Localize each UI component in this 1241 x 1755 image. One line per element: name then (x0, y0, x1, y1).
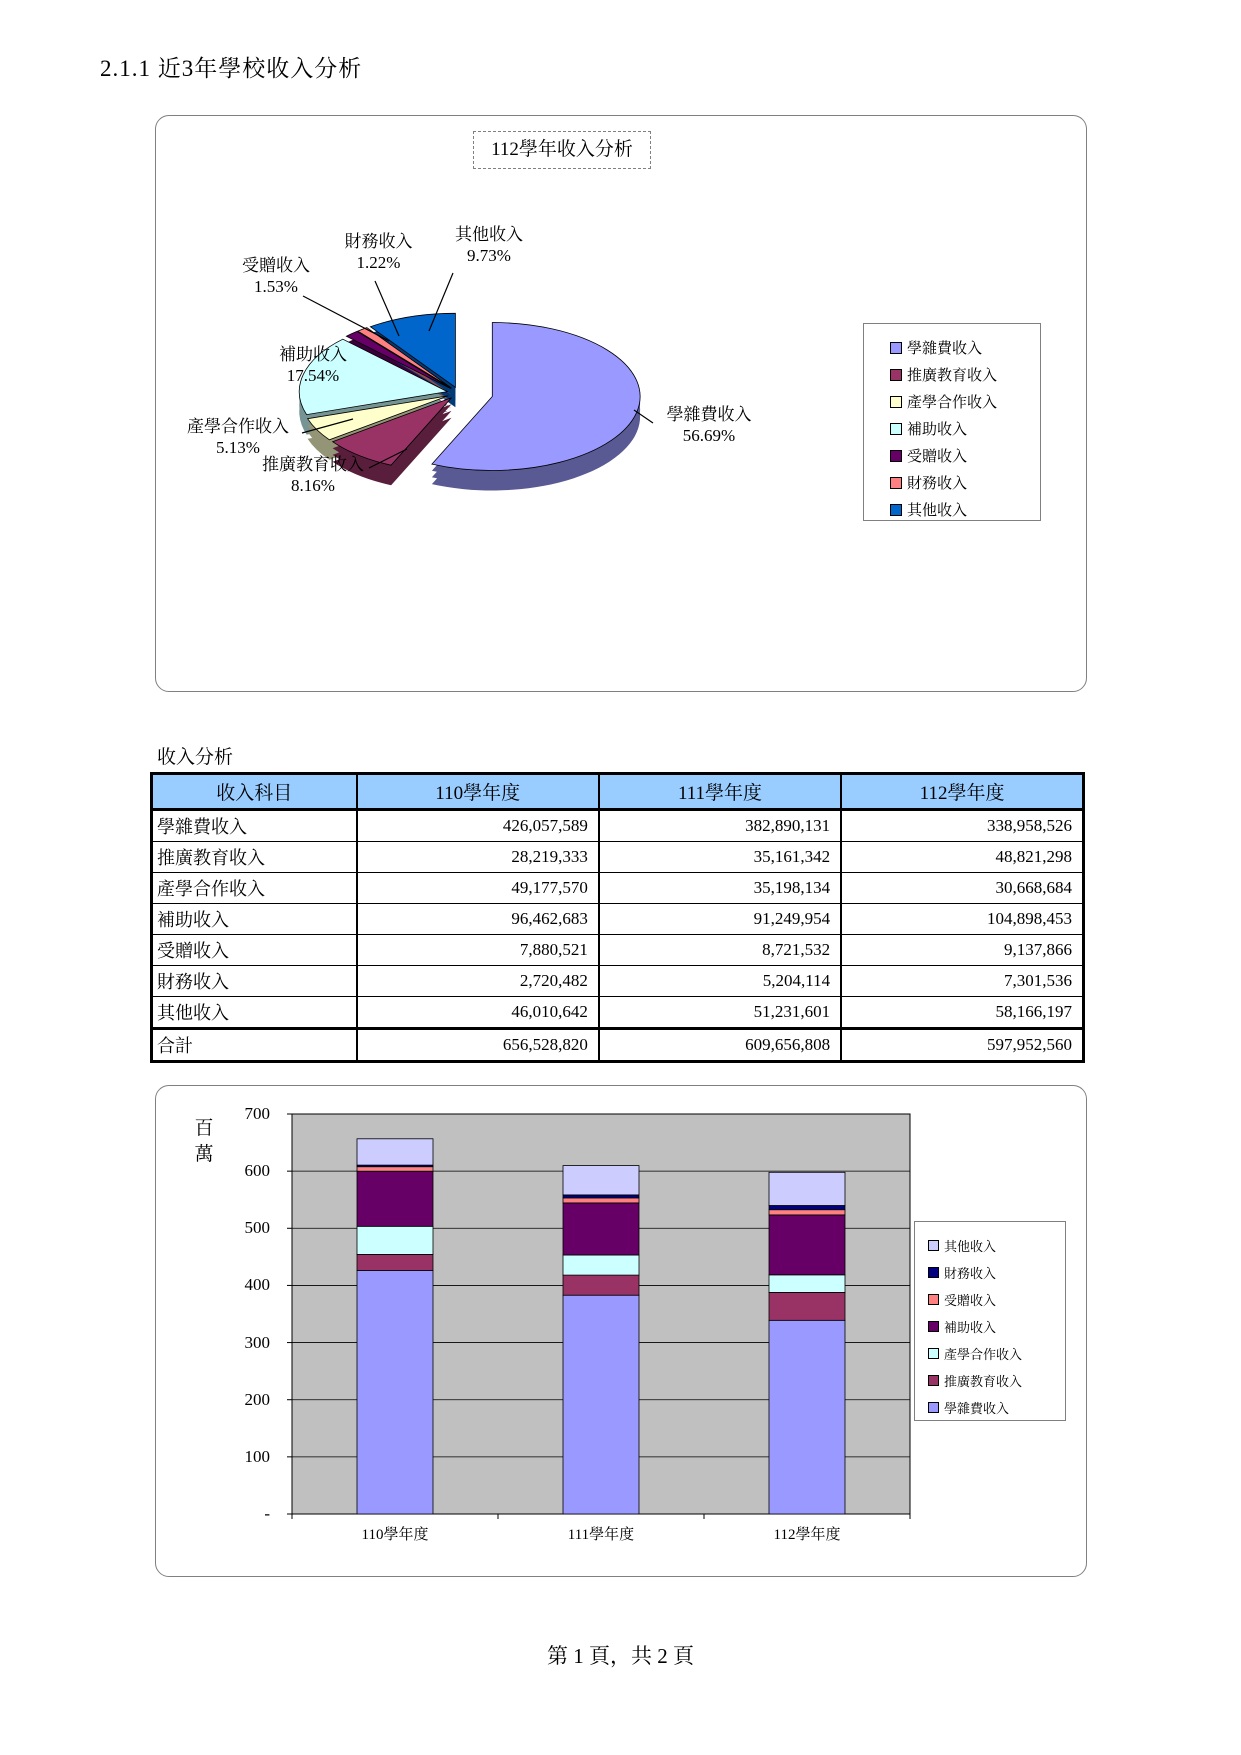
table-caption: 收入分析 (157, 747, 234, 768)
row-label-cell: 受贈收入 (152, 935, 357, 966)
legend-label: 財務收入 (944, 1266, 997, 1281)
table-header-cell: 111學年度 (599, 774, 841, 810)
y-tick-label: 500 (244, 1218, 270, 1238)
value-cell: 9,137,866 (841, 935, 1083, 966)
y-tick-label: - (264, 1504, 270, 1523)
bar-segment (357, 1171, 433, 1226)
legend-label: 其他收入 (907, 503, 968, 519)
bar-segment (769, 1206, 845, 1210)
income-table-body (152, 810, 1084, 1062)
table-row (152, 873, 1084, 904)
pie-label-finance: 財務收入 1.22% (344, 232, 413, 272)
value-cell: 46,010,642 (357, 997, 599, 1029)
bar-segment (769, 1210, 845, 1215)
pie-label-donation: 受贈收入 1.53% (242, 256, 310, 296)
legend-item (890, 469, 1040, 496)
x-tick-label: 111學年度 (567, 1527, 635, 1543)
legend-swatch-icon (890, 477, 902, 489)
legend-label: 補助收入 (944, 1320, 997, 1335)
bar-segment (563, 1195, 639, 1198)
legend-swatch-icon (928, 1375, 939, 1386)
value-cell: 51,231,601 (599, 997, 841, 1029)
y-tick-label: 200 (244, 1389, 270, 1409)
value-cell: 91,249,954 (599, 904, 841, 935)
value-cell: 58,166,197 (841, 997, 1083, 1029)
legend-item (928, 1313, 1065, 1340)
legend-swatch-icon (928, 1402, 939, 1413)
legend-item (928, 1286, 1065, 1313)
pie-chart-panel (155, 115, 1087, 692)
pie-legend (863, 323, 1041, 521)
table-row (152, 842, 1084, 873)
legend-item (890, 361, 1040, 388)
legend-swatch-icon (928, 1267, 939, 1278)
value-cell: 35,198,134 (599, 873, 841, 904)
y-tick-label: 400 (244, 1275, 270, 1295)
legend-label: 補助收入 (907, 422, 968, 438)
legend-swatch-icon (890, 396, 902, 408)
value-cell: 28,219,333 (357, 842, 599, 873)
table-row (152, 904, 1084, 935)
legend-swatch-icon (928, 1348, 939, 1359)
table-row (152, 966, 1084, 997)
bar-segment (357, 1271, 433, 1515)
bar-segment (563, 1295, 639, 1514)
legend-swatch-icon (890, 504, 902, 516)
x-tick-label: 112學年度 (773, 1527, 841, 1543)
bar-segment (769, 1292, 845, 1320)
legend-label: 受贈收入 (907, 449, 968, 465)
legend-swatch-icon (890, 369, 902, 381)
bar-segment (769, 1172, 845, 1205)
bar-segment (563, 1255, 639, 1275)
x-tick-label: 110學年度 (361, 1527, 429, 1543)
legend-label: 學雜費收入 (907, 341, 983, 357)
legend-swatch-icon (890, 450, 902, 462)
legend-item (928, 1340, 1065, 1367)
legend-swatch-icon (890, 423, 902, 435)
page-title: 2.1.1 近3年學校收入分析 (100, 56, 363, 81)
pie-label-extension-education: 推廣教育收入 8.16% (262, 455, 364, 495)
legend-label: 推廣教育收入 (944, 1374, 1023, 1389)
legend-item (890, 496, 1040, 523)
value-cell: 48,821,298 (841, 842, 1083, 873)
bar-segment (357, 1167, 433, 1172)
legend-label: 推廣教育收入 (907, 368, 998, 384)
value-cell: 426,057,589 (357, 810, 599, 842)
bar-segment (563, 1203, 639, 1255)
value-cell: 30,668,684 (841, 873, 1083, 904)
y-tick-label: 100 (244, 1446, 270, 1466)
row-label-cell: 其他收入 (152, 997, 357, 1029)
income-table (150, 772, 1085, 1063)
pie-chart-title: 112學年收入分析 (473, 131, 651, 169)
pie-label-industry-cooperation: 產學合作收入 5.13% (187, 417, 289, 457)
bar-segment (357, 1139, 433, 1165)
legend-item (928, 1232, 1065, 1259)
legend-swatch-icon (928, 1240, 939, 1251)
row-label-cell: 補助收入 (152, 904, 357, 935)
legend-item (890, 442, 1040, 469)
table-row (152, 997, 1084, 1029)
y-tick-label: 600 (244, 1161, 270, 1181)
legend-label: 產學合作收入 (944, 1347, 1023, 1362)
value-cell: 35,161,342 (599, 842, 841, 873)
bar-segment (769, 1275, 845, 1293)
table-header-cell: 110學年度 (357, 774, 599, 810)
value-cell: 7,880,521 (357, 935, 599, 966)
row-label-cell: 學雜費收入 (152, 810, 357, 842)
y-tick-label: 700 (244, 1104, 270, 1123)
pie-label-other: 其他收入 9.73% (455, 225, 523, 265)
bar-legend (914, 1221, 1066, 1421)
bar-chart-panel (155, 1085, 1087, 1577)
value-cell: 382,890,131 (599, 810, 841, 842)
row-label-cell: 財務收入 (152, 966, 357, 997)
legend-item (928, 1259, 1065, 1286)
legend-item (928, 1394, 1065, 1421)
legend-label: 產學合作收入 (907, 395, 998, 411)
legend-item (890, 388, 1040, 415)
bar-segment (563, 1275, 639, 1295)
legend-item (890, 415, 1040, 442)
row-label-cell: 推廣教育收入 (152, 842, 357, 873)
legend-item (890, 334, 1040, 361)
bar-segment (357, 1226, 433, 1254)
value-cell: 597,952,560 (841, 1029, 1083, 1062)
bar-segment (769, 1320, 845, 1514)
legend-item (928, 1367, 1065, 1394)
value-cell: 104,898,453 (841, 904, 1083, 935)
legend-label: 財務收入 (907, 476, 968, 492)
pie-label-subsidy: 補助收入 17.54% (279, 345, 347, 385)
table-row (152, 935, 1084, 966)
bar-y-axis-title: 百萬 (194, 1118, 214, 1165)
bar-segment (563, 1198, 639, 1203)
legend-swatch-icon (928, 1321, 939, 1332)
value-cell: 338,958,526 (841, 810, 1083, 842)
bar-segment (563, 1166, 639, 1195)
y-tick-label: 300 (244, 1332, 270, 1352)
table-header-cell: 112學年度 (841, 774, 1083, 810)
page-footer: 第 1 頁，共 2 頁 (547, 1644, 694, 1668)
legend-swatch-icon (890, 342, 902, 354)
legend-label: 其他收入 (944, 1239, 997, 1254)
legend-swatch-icon (928, 1294, 939, 1305)
pie-label-tuition: 學雜費收入 56.69% (666, 405, 752, 445)
value-cell: 5,204,114 (599, 966, 841, 997)
legend-label: 學雜費收入 (944, 1401, 1010, 1416)
bar-segment (769, 1215, 845, 1275)
table-row (152, 1029, 1084, 1062)
row-label-cell: 合計 (152, 1029, 357, 1062)
bar-segment (357, 1254, 433, 1270)
value-cell: 7,301,536 (841, 966, 1083, 997)
value-cell: 656,528,820 (357, 1029, 599, 1062)
value-cell: 609,656,808 (599, 1029, 841, 1062)
value-cell: 2,720,482 (357, 966, 599, 997)
income-table-header (152, 774, 1084, 810)
value-cell: 8,721,532 (599, 935, 841, 966)
value-cell: 49,177,570 (357, 873, 599, 904)
row-label-cell: 產學合作收入 (152, 873, 357, 904)
table-header-cell: 收入科目 (152, 774, 357, 810)
legend-label: 受贈收入 (944, 1293, 997, 1308)
table-row (152, 810, 1084, 842)
value-cell: 96,462,683 (357, 904, 599, 935)
